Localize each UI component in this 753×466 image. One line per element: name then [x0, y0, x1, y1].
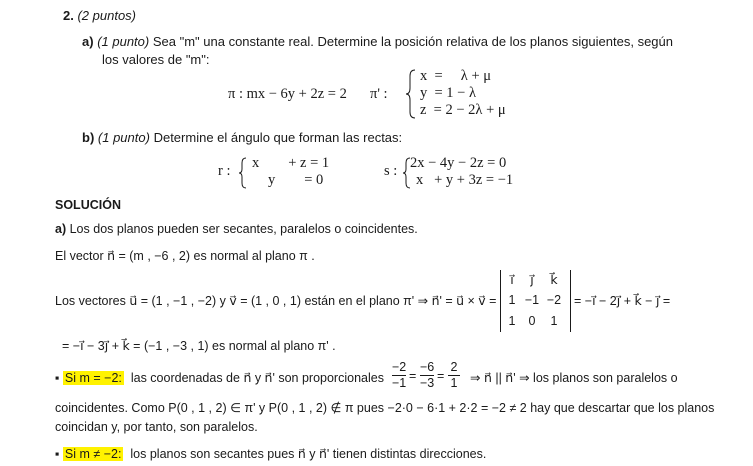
solution-a-label: a) — [55, 222, 67, 236]
case1-highlight: Si m = −2: — [64, 371, 122, 385]
matrix-result: = −i⃗ − 2j⃗ + k⃗ − j⃗ = — [574, 294, 671, 308]
normal-vector-line: El vector n⃗ = (m , −6 , 2) es normal al plano π . — [55, 249, 315, 263]
fraction — [448, 361, 460, 390]
case1-line2: coincidentes. Como P(0 , 1 , 2) ∈ π' y P(0 , 1 , 2) ∉ π pues −2·0 − 6·1 + 2·2 = −2 ≠ 2 hay que descartar que los planos — [55, 401, 715, 415]
fraction — [392, 361, 406, 390]
line-s-eq2: x + y + 3z = −1 — [416, 172, 514, 188]
plane-pi2-eq2: y = 1 − λ — [420, 85, 477, 101]
matrix-cell: 1 — [508, 314, 516, 328]
plane-pi2-brace — [405, 68, 417, 120]
line-r-eq1: x + z = 1 — [252, 155, 330, 171]
matrix-cell: 0 — [528, 314, 536, 328]
part-b-line — [82, 130, 402, 145]
fraction-denominator: −1 — [392, 376, 407, 390]
case2-highlight: Si m ≠ −2: — [64, 447, 122, 461]
line-s-label: s : — [384, 163, 398, 179]
matrix-cell: i⃗ — [510, 273, 514, 287]
part-a-line2: los valores de "m": — [102, 52, 210, 67]
part-a-line1 — [82, 34, 673, 49]
case2-line — [55, 446, 486, 461]
part-b-points: (1 punto) — [97, 130, 150, 145]
matrix-cell: 1 — [550, 314, 558, 328]
part-a-points: (1 punto) — [97, 34, 150, 49]
fraction — [420, 361, 434, 390]
case1-line1 — [55, 370, 384, 385]
solution-a-text: Los dos planos pueden ser secantes, paralelos o coincidentes. — [69, 222, 418, 236]
fraction-denominator: −3 — [420, 376, 435, 390]
plane-pi2-label: π' : — [370, 86, 388, 102]
line-r-label: r : — [218, 163, 231, 179]
fraction-numerator: −2 — [392, 360, 407, 374]
case2-text: los planos son secantes pues n⃗ y n⃗' tienen distintas direcciones. — [130, 447, 487, 461]
solution-a-line — [55, 222, 418, 236]
problem-points: (2 puntos) — [77, 8, 137, 23]
matrix-cell: −2 — [546, 293, 562, 307]
fraction-numerator: −6 — [420, 360, 435, 374]
vectors-line: Los vectores u⃗ = (1 , −1 , −2) y v⃗ = (1 , 0 , 1) están en el plano π' ⇒ n⃗' = u⃗ × v⃗ = — [55, 294, 497, 308]
part-a-label: a) — [82, 34, 94, 49]
line-r-eq2: y = 0 — [268, 172, 324, 188]
line-r-brace — [238, 156, 248, 190]
solution-heading: SOLUCIÓN — [55, 198, 121, 212]
plane-pi-equation: π : mx − 6y + 2z = 2 — [228, 86, 347, 102]
equals-sign: = — [437, 369, 445, 383]
matrix-cell: k⃗ — [550, 273, 558, 287]
case1-after: ⇒ n⃗ || n⃗' ⇒ los planos son paralelos o — [470, 371, 678, 385]
part-b-label: b) — [82, 130, 95, 145]
matrix-cell: j⃗ — [530, 273, 534, 287]
determinant-right-bar — [570, 270, 571, 332]
bullet: ▪ — [55, 447, 60, 461]
case1-line3: coincidan y, por tanto, son paralelos. — [55, 420, 258, 434]
fraction-denominator: 1 — [450, 376, 458, 390]
bullet: ▪ — [55, 371, 60, 385]
matrix-cell: −1 — [524, 293, 540, 307]
equals-sign: = — [409, 369, 417, 383]
problem-header — [63, 8, 136, 23]
plane-pi2-eq3: z = 2 − 2λ + μ — [420, 102, 506, 118]
matrix-cell: 1 — [508, 293, 516, 307]
part-b-text: Determine el ángulo que forman las rectas: — [153, 130, 403, 145]
problem-number: 2. — [63, 8, 74, 23]
case1-text: las coordenadas de n⃗ y n⃗' son proporcionales — [130, 371, 384, 385]
result-line: = −i⃗ − 3j⃗ + k⃗ = (−1 , −3 , 1) es normal al plano π' . — [62, 339, 336, 353]
line-s-eq1: 2x − 4y − 2z = 0 — [410, 155, 507, 171]
plane-pi2-eq1: x = λ + μ — [420, 68, 492, 84]
determinant-left-bar — [500, 270, 501, 332]
part-a-text: Sea "m" una constante real. Determine la posición relativa de los planos siguientes, según — [152, 34, 673, 49]
fraction-numerator: 2 — [450, 360, 458, 374]
